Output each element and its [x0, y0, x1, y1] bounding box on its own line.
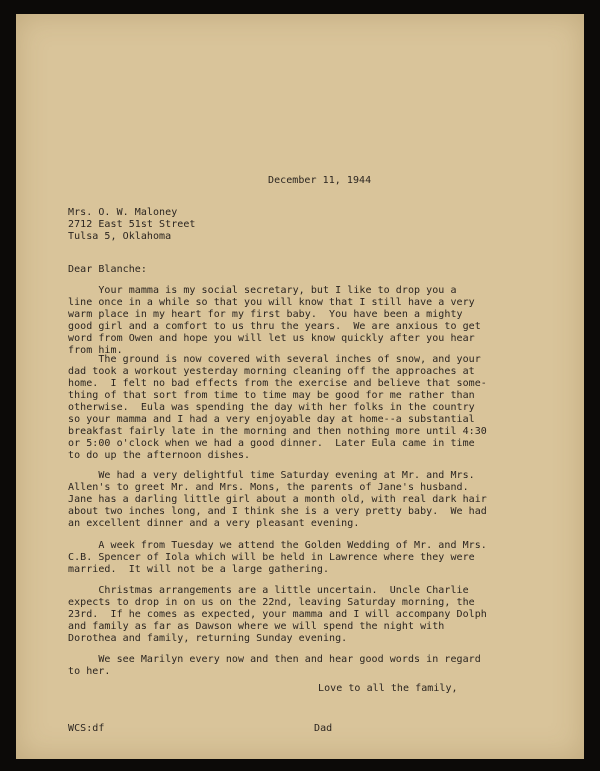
- reference-initials: WCS:df: [68, 723, 105, 734]
- text-line: Jane has a darling little girl about a month old, with real dark hair: [68, 494, 487, 505]
- text-line: C.B. Spencer of Iola which will be held in Lawrence where they were: [68, 552, 475, 563]
- text-line: from him.: [68, 345, 123, 356]
- text-line: married. It will not be a large gathering.: [68, 564, 330, 575]
- text-line: warm place in my heart for my first baby. You have been a mighty: [68, 309, 463, 320]
- text-line: A week from Tuesday we attend the Golden Wedding of Mr. and Mrs.: [68, 540, 487, 551]
- text-line: to her.: [68, 666, 111, 677]
- text-line: about two inches long, and I think she is a very pretty baby. We had: [68, 506, 487, 517]
- text-line: or 5:00 o'clock when we had a good dinner. Later Eula came in time: [68, 438, 475, 449]
- text-line: good girl and a comfort to us thru the years. We are anxious to get: [68, 321, 481, 332]
- letter-date: December 11, 1944: [268, 175, 372, 186]
- text-line: line once in a while so that you will know that I still have a very: [68, 297, 475, 308]
- paragraph-1: [68, 285, 481, 357]
- text-line: 23rd. If he comes as expected, your mamma and I will accompany Dolph: [68, 609, 487, 620]
- paragraph-4: [68, 540, 487, 576]
- text-line: otherwise. Eula was spending the day with her folks in the country: [68, 402, 475, 413]
- text-line: and family as far as Dawson where we will spend the night with: [68, 621, 445, 632]
- paragraph-2: [68, 354, 487, 462]
- recipient-name: Mrs. O. W. Maloney: [68, 207, 178, 218]
- text-line: We see Marilyn every now and then and hear good words in regard: [68, 654, 481, 665]
- text-line: We had a very delightful time Saturday evening at Mr. and Mrs.: [68, 470, 475, 481]
- text-line: Christmas arrangements are a little uncertain. Uncle Charlie: [68, 585, 469, 596]
- text-line: to do up the afternoon dishes.: [68, 450, 251, 461]
- recipient-address: [68, 207, 195, 243]
- paragraph-3: [68, 470, 487, 530]
- recipient-street: 2712 East 51st Street: [68, 219, 196, 230]
- text-line: breakfast fairly late in the morning and then nothing more until 4:30: [68, 426, 487, 437]
- text-line: Dorothea and family, returning Sunday evening.: [68, 633, 348, 644]
- text-line: Your mamma is my social secretary, but I like to drop you a: [68, 285, 457, 296]
- text-line: so your mamma and I had a very enjoyable day at home--a substantial: [68, 414, 475, 425]
- text-line: home. I felt no bad effects from the exercise and believe that some-: [68, 378, 487, 389]
- text-line: word from Owen and hope you will let us know quickly after you hear: [68, 333, 475, 344]
- salutation: Dear Blanche:: [68, 264, 147, 275]
- text-line: an excellent dinner and a very pleasant evening.: [68, 518, 360, 529]
- letter-page: [16, 14, 584, 759]
- text-line: dad took a workout yesterday morning cleaning off the approaches at: [68, 366, 475, 377]
- recipient-city: Tulsa 5, Oklahoma: [68, 231, 172, 242]
- text-line: The ground is now covered with several inches of snow, and your: [68, 354, 481, 365]
- paragraph-5: [68, 585, 487, 645]
- signature-name: Dad: [314, 723, 333, 734]
- text-line: expects to drop in on us on the 22nd, leaving Saturday morning, the: [68, 597, 475, 608]
- closing: Love to all the family,: [318, 683, 458, 694]
- text-line: thing of that sort from time to time may be good for me rather than: [68, 390, 475, 401]
- paragraph-6: [68, 654, 481, 678]
- text-line: Allen's to greet Mr. and Mrs. Mons, the parents of Jane's husband.: [68, 482, 469, 493]
